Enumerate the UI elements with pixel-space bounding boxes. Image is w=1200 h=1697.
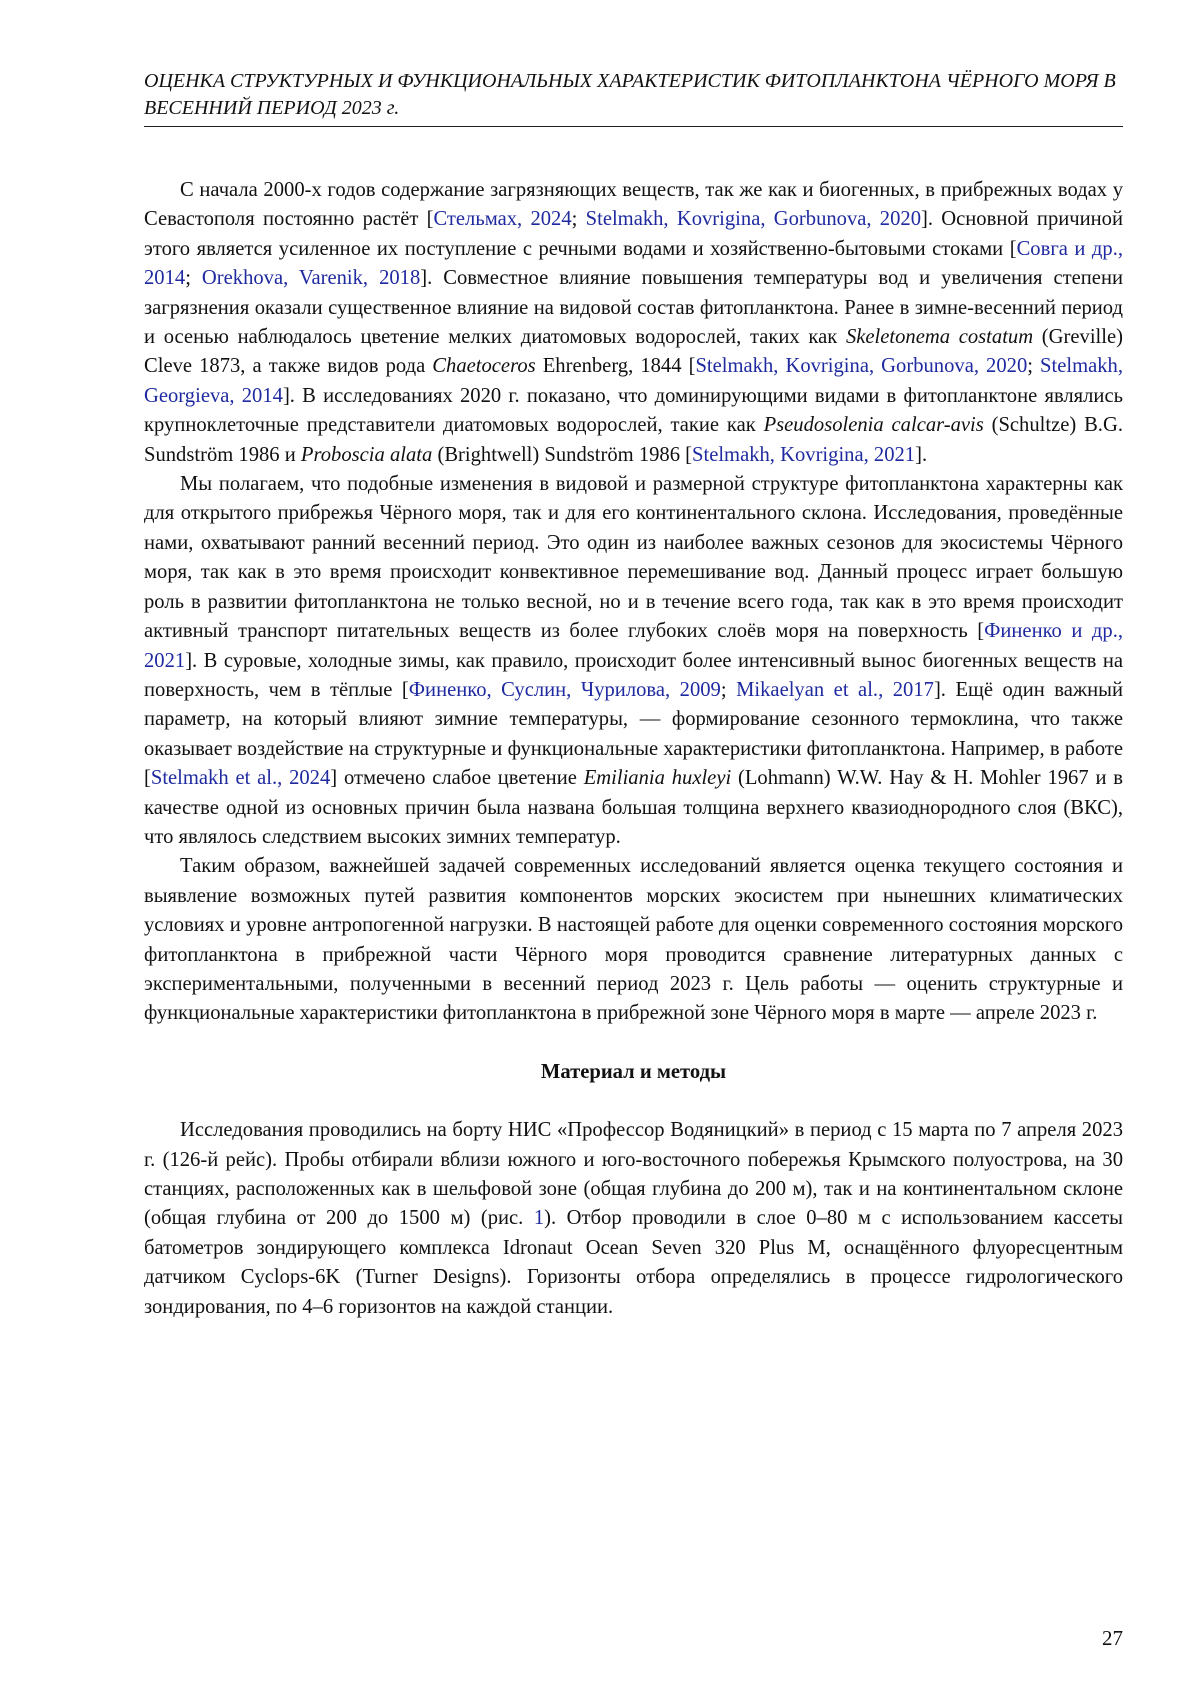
citation-link[interactable]: Mikaelyan et al., 2017 — [736, 678, 934, 701]
text-run: С начала 2000-х годов содержание загрязняющих веществ, так же как и биогенных, в прибрежных водах у Севастополя постоянно растёт [ — [144, 179, 1123, 231]
text-run: Ehrenberg, 1844 [ — [535, 355, 696, 378]
text-run: ]. В суровые, холодные зимы, как правило, происходит более интенсивный вынос биогенных веществ на поверхность, чем в тёплые [ — [144, 649, 1123, 701]
citation-link[interactable]: Stelmakh, Kovrigina, 2021 — [692, 443, 916, 466]
citation-link[interactable]: Стельмах, 2024 — [433, 208, 572, 231]
text-run: ; — [1027, 355, 1041, 378]
species-name: Pseudosolenia calcar-avis — [763, 414, 984, 437]
text-run: ; — [571, 208, 586, 231]
paragraph-2 — [144, 470, 1123, 852]
paragraph-1 — [144, 176, 1123, 470]
article-body — [144, 176, 1123, 1322]
text-run: Мы полагаем, что подобные изменения в видовой и размерной структуре фитопланктона характерны как для открытого прибрежья Чёрного моря, так и для его континентального склона. Исследования, проведённые нами, охватывают ранний весенний период. Это один из наиболее важных сезонов для экосистемы Чёрного моря, так как в это время происходит конвективное перемешивание вод. Данный процесс играет большую роль в развитии фитопланктона не только весной, но и в течение всего года, так как в это время происходит активный транспорт питательных веществ из более глубоких слоёв моря на поверхность [ — [144, 473, 1123, 643]
text-run: ]. Основной причиной этого является усиленное их поступление с речными водами и хозяйственно-бытовыми стоками [ — [144, 208, 1123, 260]
species-name: Proboscia alata — [300, 443, 433, 466]
text-run: Таким образом, важнейшей задачей современных исследований является оценка текущего состояния и выявление возможных путей развития компонентов морских экосистем при нынешних климатических условиях и уровне антропогенной нагрузки. В настоящей работе для оценки современного состояния морского фитопланктона в прибрежной части Чёрного моря проводится сравнение литературных данных с экспериментальными, полученными в весенний период 2023 г. Цель работы — оценить структурные и функциональные характеристики фитопланктона в прибрежной зоне Чёрного моря в марте — апреле 2023 г. — [144, 855, 1123, 1025]
text-run: (Schultze) B.G. Sundström 1986 и — [144, 414, 1123, 466]
species-name: Emiliania huxleyi — [583, 767, 732, 790]
text-run: ; — [720, 678, 737, 701]
text-run: ] отмечено слабое цветение — [330, 767, 584, 790]
text-run: ]. Совместное влияние повышения температуры вод и увеличения степени загрязнения оказали существенное влияние на видовой состав фитопланктона. Ранее в зимне-весенний период и осенью наблюдалось цветение мелких диатомовых водорослей, таких как — [144, 267, 1123, 349]
species-name: Chaetoceros — [432, 355, 536, 378]
text-run: (Lohmann) W.W. Hay & H. Mohler 1967 и в качестве одной из основных причин была названа большая толщина верхнего квазиоднородного слоя (ВКС), что являлось следствием высоких зимних температур. — [144, 767, 1124, 848]
text-run: ]. — [915, 443, 928, 466]
running-header — [144, 68, 1123, 127]
citation-link[interactable]: Финенко и др., 2021 — [144, 620, 1123, 672]
methods-paragraph — [144, 1116, 1123, 1322]
text-run: (Brightwell) Sundström 1986 [ — [432, 443, 693, 466]
citation-link[interactable]: Финенко, Суслин, Чурилова, 2009 — [408, 678, 721, 701]
page-number: 27 — [1102, 1626, 1123, 1650]
citation-link[interactable]: Stelmakh, Kovrigina, Gorbunova, 2020 — [585, 208, 921, 231]
running-title: ОЦЕНКА СТРУКТУРНЫХ И ФУНКЦИОНАЛЬНЫХ ХАРАКТЕРИСТИК ФИТОПЛАНКТОНА ЧЁРНОГО МОРЯ В ВЕСЕННИЙ ПЕРИОД 2023 г. — [144, 70, 1116, 119]
species-name: Skeletonema costatum — [845, 326, 1034, 349]
text-run: ; — [185, 267, 202, 290]
text-run: Исследования проводились на борту НИС «Профессор Водяницкий» в период с 15 марта по 7 апреля 2023 г. (126-й рейс). Пробы отбирали вблизи южного и юго-восточного побережья Крымского полуострова, на 30 станциях, расположенных как в шельфовой зоне (общая глубина до 200 м), так и на континентальном склоне (общая глубина от 200 до 1500 м) (рис. — [144, 1119, 1123, 1230]
section-heading: Материал и методы — [540, 1060, 727, 1083]
text-run: ]. В исследованиях 2020 г. показано, что доминирующими видами в фитопланктоне являлись крупноклеточные представители диатомовых водорослей, такие как — [144, 384, 1123, 437]
citation-link[interactable]: 1 — [533, 1207, 545, 1230]
citation-link[interactable]: Stelmakh, Georgieva, 2014 — [144, 355, 1123, 407]
text-run: ]. Ещё один важный параметр, на который влияют зимние температуры, — формирование сезонного термоклина, что также оказывает воздействие на структурные и функциональные характеристики фитопланктона. Например, в работе [ — [144, 678, 1124, 790]
paragraph-3 — [144, 852, 1123, 1028]
citation-link[interactable]: Orekhova, Varenik, 2018 — [201, 267, 421, 290]
citation-link[interactable]: Stelmakh, Kovrigina, Gorbunova, 2020 — [695, 355, 1028, 378]
citation-link[interactable]: Stelmakh et al., 2024 — [150, 767, 331, 790]
text-run: (Greville) Cleve 1873, а также видов рода — [144, 326, 1123, 378]
citation-link[interactable]: Совга и др., 2014 — [144, 237, 1124, 290]
text-run: ). Отбор проводили в слое 0–80 м с использованием кассеты батометров зондирующего комплекса Idronaut Ocean Seven 320 Plus M, оснащённого флуоресцентным датчиком Cyclops-6K (Turner Designs). Горизонты отбора определялись в процессе гидрологического зондирования, по 4–6 горизонтов на каждой станции. — [144, 1207, 1123, 1318]
